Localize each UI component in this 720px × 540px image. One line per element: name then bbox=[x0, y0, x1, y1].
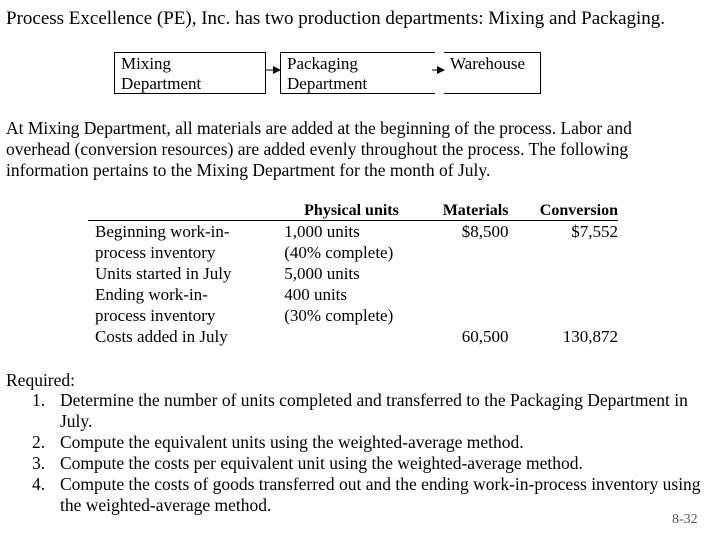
row-label: Costs added in July bbox=[95, 327, 228, 346]
row-materials bbox=[419, 284, 509, 305]
row-units: 1,000 units bbox=[284, 222, 360, 241]
required-list bbox=[32, 390, 716, 516]
header-conversion: Conversion bbox=[508, 200, 618, 221]
row-label: process inventory bbox=[95, 306, 216, 325]
box-label-line1: Packaging bbox=[287, 54, 358, 73]
box-label-line1: Warehouse bbox=[450, 54, 526, 73]
page-title: Process Excellence (PE), Inc. has two production departments: Mixing and Packaging. bbox=[6, 8, 666, 29]
row-conversion bbox=[508, 284, 618, 305]
box-label-line2: Department bbox=[121, 74, 202, 93]
row-label: Units started in July bbox=[95, 264, 232, 283]
table-row bbox=[88, 284, 618, 305]
table-row bbox=[88, 242, 618, 263]
row-units: (30% complete) bbox=[284, 306, 394, 325]
table-row bbox=[88, 221, 618, 243]
row-conversion bbox=[508, 305, 618, 326]
box-label-line1: Mixing bbox=[121, 54, 172, 73]
row-units: (40% complete) bbox=[284, 243, 394, 262]
item-number: 1. bbox=[32, 390, 46, 410]
list-item bbox=[32, 432, 716, 453]
header-physical-units: Physical units bbox=[284, 200, 419, 221]
description-paragraph bbox=[6, 118, 706, 181]
item-number: 2. bbox=[32, 432, 46, 452]
item-number: 3. bbox=[32, 453, 46, 473]
paragraph-line: overhead (conversion resources) are added evenly throughout the process. The following bbox=[6, 139, 629, 159]
row-label: Ending work-in- bbox=[95, 285, 208, 304]
row-label: Beginning work-in- bbox=[95, 222, 230, 241]
header-blank bbox=[88, 200, 284, 221]
paragraph-line: At Mixing Department, all materials are added at the beginning of the process. Labor and bbox=[6, 118, 632, 138]
row-conversion: $7,552 bbox=[571, 222, 618, 241]
row-conversion bbox=[508, 263, 618, 284]
row-materials: $8,500 bbox=[461, 222, 509, 241]
row-conversion: 130,872 bbox=[562, 327, 618, 346]
row-materials: 60,500 bbox=[461, 327, 509, 346]
list-item bbox=[32, 390, 716, 432]
row-units bbox=[284, 326, 419, 347]
row-units: 5,000 units bbox=[284, 264, 360, 283]
item-text: Compute the costs per equivalent unit using the weighted-average method. bbox=[60, 453, 583, 473]
table-header-row bbox=[88, 200, 618, 221]
list-item bbox=[32, 474, 716, 516]
mixing-department-box bbox=[114, 52, 266, 94]
row-conversion bbox=[508, 242, 618, 263]
list-item bbox=[32, 453, 716, 474]
header-materials: Materials bbox=[419, 200, 509, 221]
row-materials bbox=[419, 305, 509, 326]
warehouse-box bbox=[444, 52, 541, 94]
item-text: Compute the equivalent units using the weighted-average method. bbox=[60, 432, 524, 452]
table-row bbox=[88, 263, 618, 284]
table-row bbox=[88, 305, 618, 326]
item-number: 4. bbox=[32, 474, 46, 494]
box-label-line2: Department bbox=[287, 74, 368, 93]
row-materials bbox=[419, 263, 509, 284]
production-data-table bbox=[88, 200, 618, 347]
packaging-department-box bbox=[280, 52, 435, 94]
item-text: Determine the number of units completed and transferred to the Packaging Department in July. bbox=[60, 390, 688, 431]
page-number: 8-32 bbox=[672, 512, 698, 527]
row-units: 400 units bbox=[284, 285, 348, 304]
table-row bbox=[88, 326, 618, 347]
required-heading: Required: bbox=[6, 370, 76, 390]
row-materials bbox=[419, 242, 509, 263]
item-text: Compute the costs of goods transferred out and the ending work-in-process inventory using the weighted-average method. bbox=[60, 474, 701, 515]
row-label: process inventory bbox=[95, 243, 216, 262]
paragraph-line: information pertains to the Mixing Department for the month of July. bbox=[6, 160, 491, 180]
